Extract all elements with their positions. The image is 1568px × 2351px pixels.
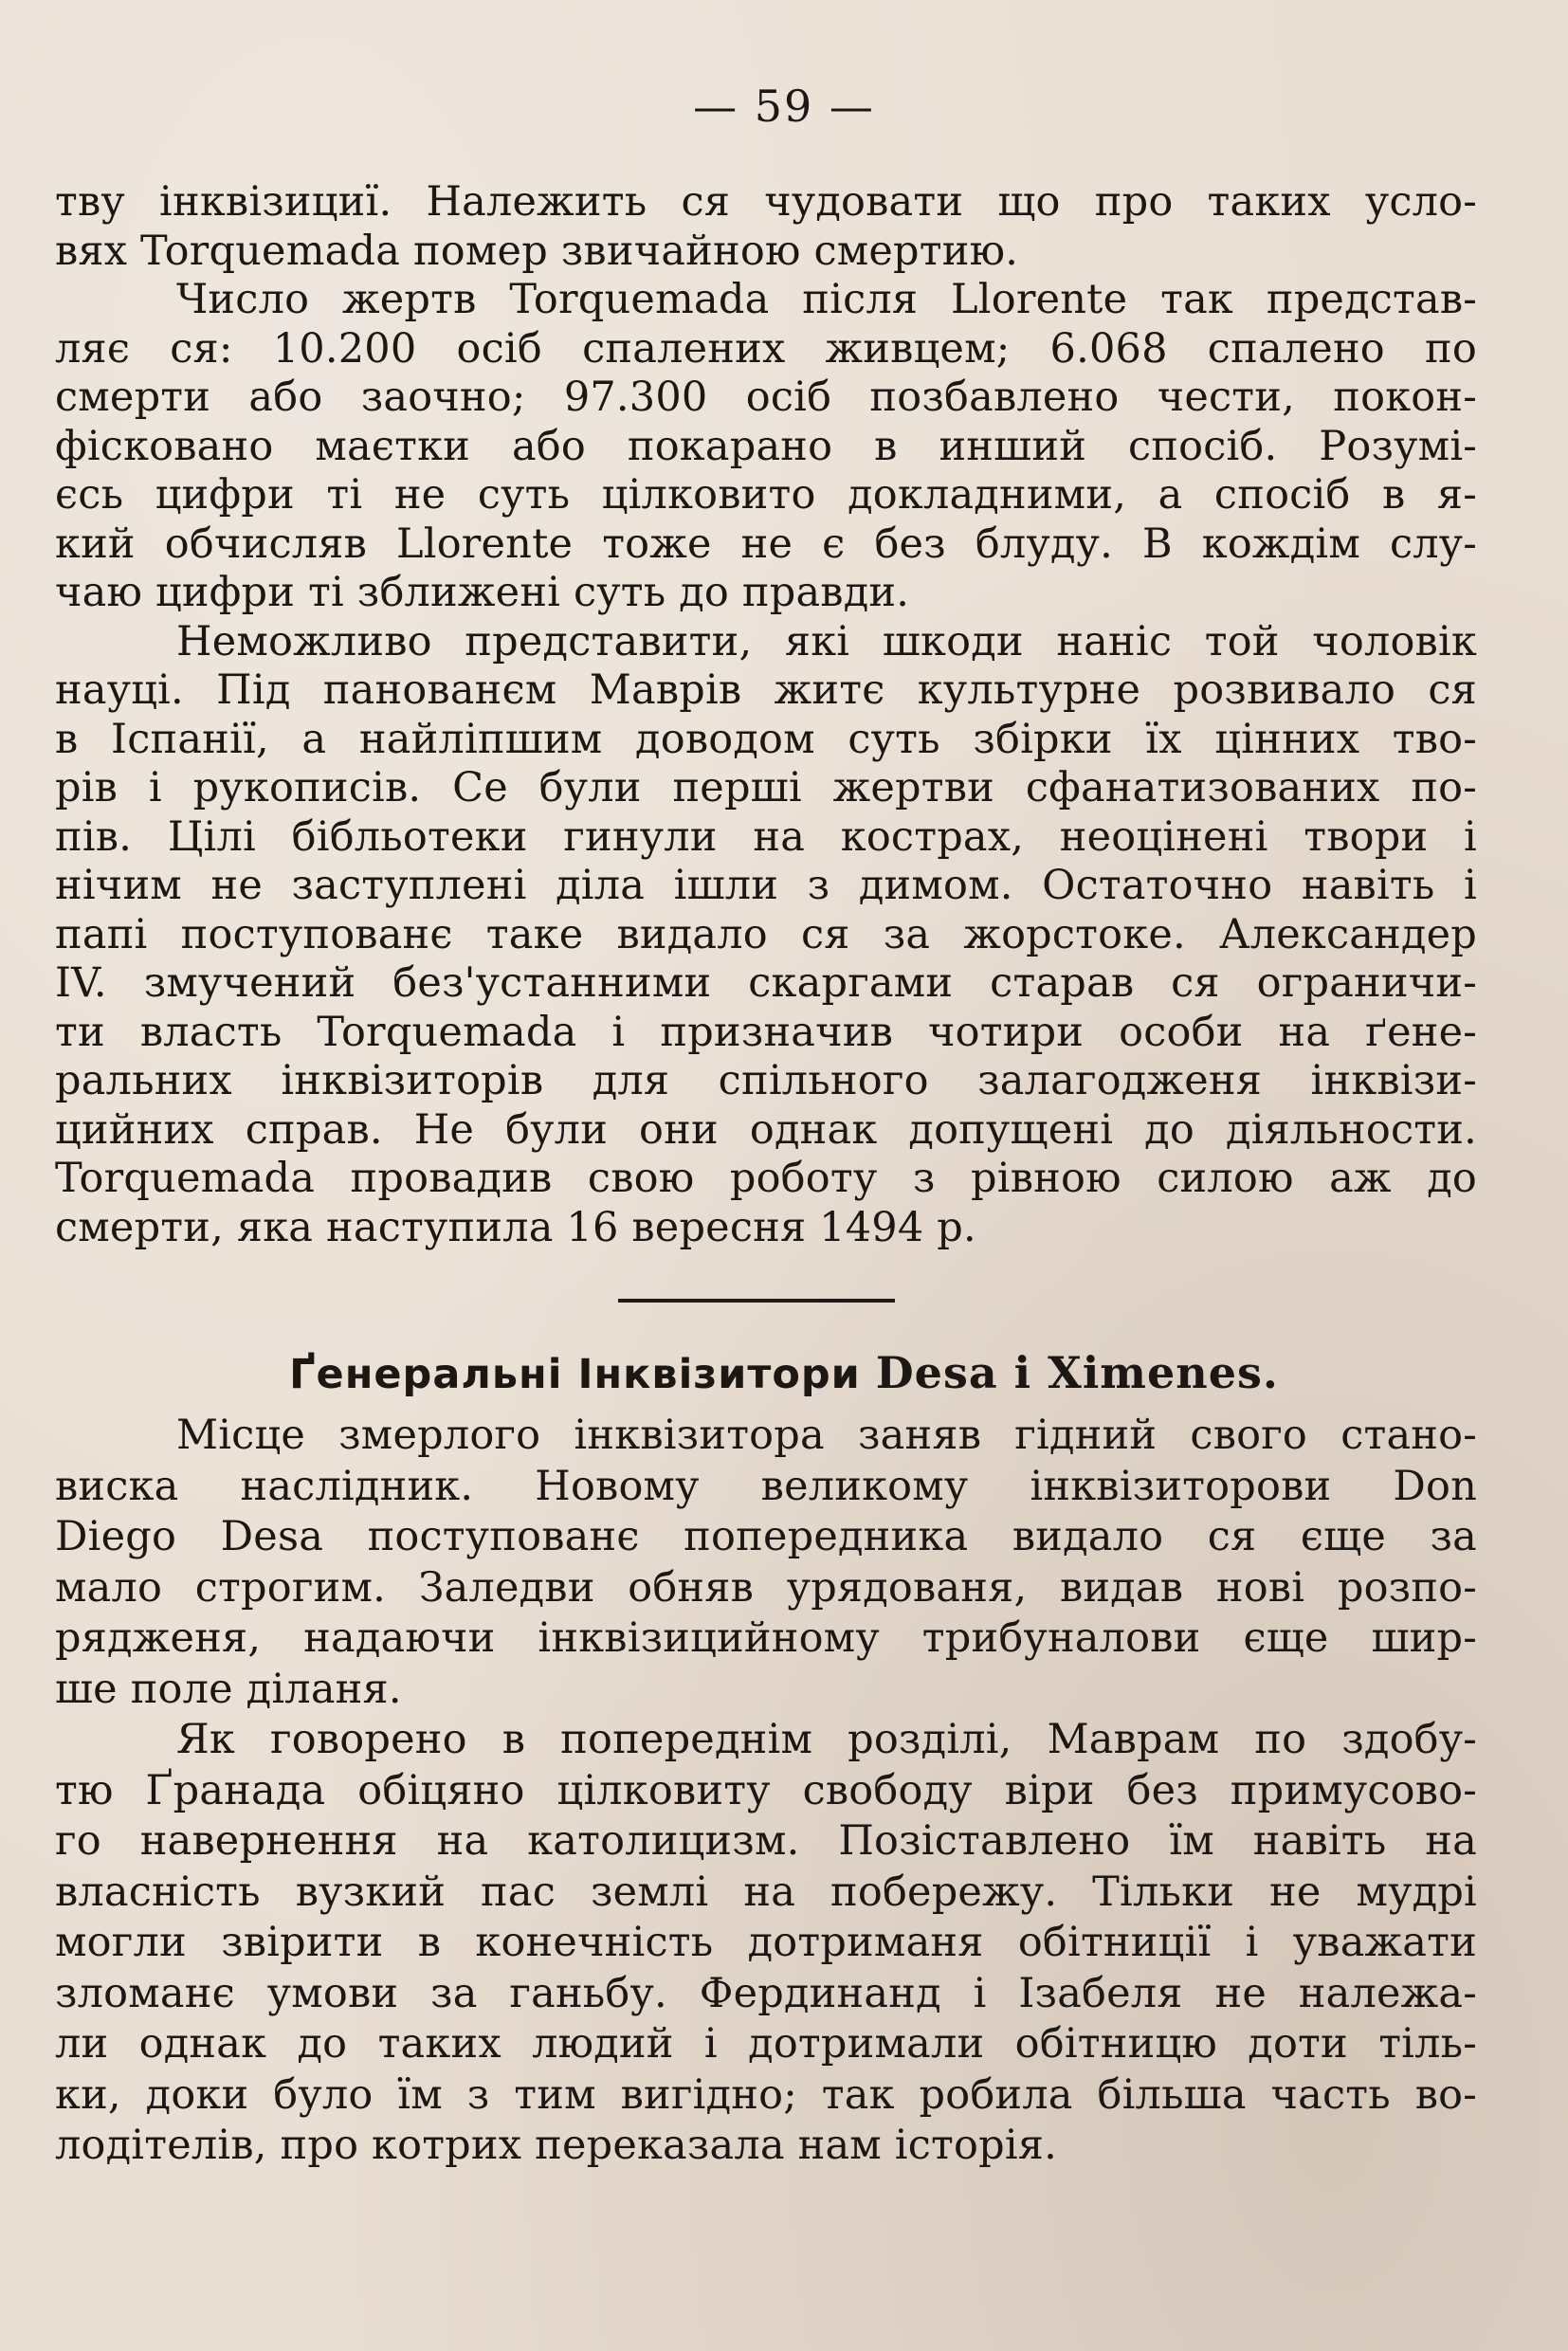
text-line: тю Ґранада обіцяно цілковиту свободу віри без примусово- (55, 1766, 1477, 1814)
section-heading-names: Desa і Ximenes. (875, 1347, 1279, 1398)
section-divider (618, 1299, 895, 1303)
main-text-bottom (55, 1411, 1477, 2172)
text-line: науці. Під панованєм Маврів житє культурне розвивало ся (55, 666, 1477, 714)
main-text-top (55, 178, 1477, 1252)
page-number: — 59 — (693, 81, 875, 132)
text-line: Число жертв Torquemada після Llorente так представ- (176, 276, 1477, 323)
text-line: го навернення на католицизм. Позіставлено їм навіть на (55, 1817, 1477, 1865)
section-heading-prefix: Ґенеральні Інквізитори (289, 1351, 861, 1398)
text-line: чаю цифри ті зближені суть до правди. (55, 569, 910, 616)
text-line: могли звірити в конечність дотриманя обітниції і уважати (55, 1919, 1477, 1966)
text-line: папі поступованє таке видало ся за жорстоке. Александер (55, 910, 1477, 958)
text-line: зломанє умови за ганьбу. Фердинанд і Ізабеля не належа- (55, 1969, 1477, 2017)
text-line: Torquemada провадив свою роботу з рівною силою аж до (55, 1155, 1477, 1202)
section-heading (0, 1346, 1568, 1401)
text-line: виска наслідник. Новому великому інквізиторови Don (55, 1462, 1477, 1510)
text-line: ляє ся: 10.200 осіб спалених живцем; 6.068 спалено по (55, 324, 1477, 373)
text-line: цийних справ. Не були они однак допущені до діяльности. (55, 1105, 1477, 1154)
text-line: ли однак до таких людий і дотримали обітницю доти тіль- (55, 2020, 1477, 2068)
text-line: лодітелів, про котрих переказала нам історія. (55, 2122, 1057, 2169)
text-line: фісковано маєтки або покарано в инший спосіб. Розумі- (55, 422, 1477, 470)
text-line: Як говорено в попереднім розділі, Маврам по здобу- (176, 1716, 1477, 1763)
text-line: Неможливо представити, які шкоди наніс той чоловік (176, 617, 1477, 665)
text-line: ки, доки було їм з тим вигідно; так робила більша часть во- (55, 2070, 1477, 2119)
text-line: нічим не заступлені діла ішли з димом. Остаточно навіть і (55, 862, 1477, 909)
text-line: в Іспанії, а найліпшим доводом суть збірки їх цінних тво- (55, 715, 1477, 763)
text-line: рядженя, надаючи інквізицийному трибуналови єще шир- (55, 1614, 1477, 1662)
text-line: вях Torquemada помер звичайною смертию. (55, 227, 1019, 275)
text-line: IV. змучений без'устанними скаргами старав ся ограничи- (55, 959, 1477, 1007)
text-line: власність вузкий пас землі на побережу. Тільки не мудрі (55, 1868, 1477, 1916)
text-line: Місце змерлого інквізитора заняв гідний свого стано- (176, 1412, 1477, 1459)
text-line: ше поле діланя. (55, 1665, 402, 1713)
text-line: кий обчисляв Llorente тоже не є без блуду. В кождім слу- (55, 519, 1477, 568)
text-line: пів. Цілі бібльотеки гинули на кострах, неоцінені твори і (55, 812, 1477, 861)
text-line: мало строгим. Заледви обняв урядованя, видав нові розпо- (55, 1563, 1477, 1612)
text-line: рів і рукописів. Се були перші жертви сфанатизованих по- (55, 764, 1477, 811)
text-line: смерти або заочно; 97.300 осіб позбавлено чести, покон- (55, 374, 1477, 421)
text-line: єсь цифри ті не суть цілковито докладними, а спосіб в я- (55, 471, 1477, 519)
text-line: ральних інквізиторів для спільного залагодженя інквізи- (55, 1057, 1477, 1104)
text-line: тву інквізициї. Належить ся чудовати що про таких усло- (55, 178, 1477, 226)
text-line: смерти, яка наступила 16 вересня 1494 р. (55, 1203, 976, 1251)
text-line: ти власть Torquemada і призначив чотири особи на ґене- (55, 1008, 1477, 1056)
text-line: Diego Desa поступованє попередника видало ся єще за (55, 1513, 1477, 1560)
